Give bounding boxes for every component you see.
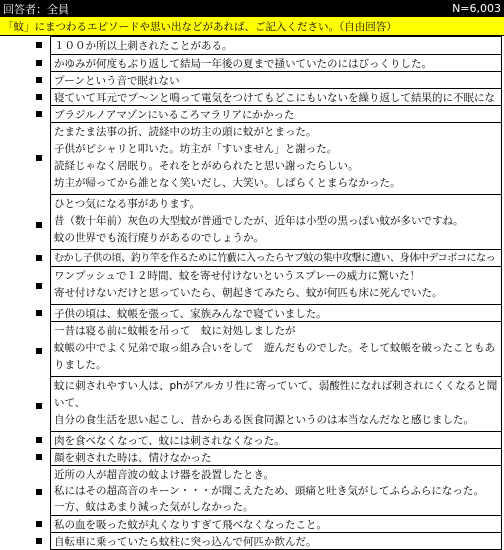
bullet-icon (36, 489, 42, 495)
bullet-icon (36, 521, 42, 527)
answer-text: １００か所以上刺されたことがある。 (50, 36, 502, 54)
list-item (0, 249, 504, 266)
answer-text: 蚊に刺されやすい人は、phがアルカリ性に寄っていて、弱酸性になれば刺されにくくなると聞いて、 自分の食生活を思い起こし、昔からある医食同源というのは本当なんだなと感じました。 (50, 376, 502, 431)
bullet-icon (36, 42, 42, 48)
bullet-icon (36, 255, 42, 261)
list-item (0, 515, 504, 532)
answer-text: 寝ていて耳元でプ～ンと鳴って電気をつけてもどこにもいないを繰り返して結果的に不眠にな (50, 88, 502, 105)
answer-text: 近所の人が超音波の蚊よけ器を設置したとき。 私にはその超高音のキーン・・・が聞こえたため、頭痛と吐き気がしてふらふらになった。 一方、蚊はあまり減った気がしなかった。 (50, 465, 502, 515)
list-item (0, 88, 504, 105)
answer-text: むかし子供の頃、釣り竿を作るために竹藪に入ったらヤブ蚊の集中攻撃に遭い、身体中デコボコになっ (50, 249, 502, 266)
answer-text: 自転車に乗っていたら蚊柱に突っ込んで何匹か飲んだ。 (50, 532, 502, 550)
answer-text: ひとつ気になる事があります。 昔（数十年前）灰色の大型蚊が普通でしたが、近年は小型の黒っぽい蚊が多いですね。 蚊の世界でも流行廃りがあるのでしょうか。 (50, 194, 502, 249)
list-item (0, 304, 504, 321)
answer-text: 肉を食べなくなって、蚊には刺されなくなった。 (50, 431, 502, 448)
list-item (0, 194, 504, 249)
list-item (0, 122, 504, 194)
list-item (0, 465, 504, 515)
answer-text: ブラジルノアマゾンにいるころマラリアにかかった (50, 105, 502, 122)
bullet-icon (36, 94, 42, 100)
answer-text: たまたま法事の折、読経中の坊主の頭に蚊がとまった。 子供がピシャリと叩いた。坊主が「すいません」と謝った。 読経じゃなく居眠り。それをとがめられたと思い謝ったらしい。 坊主が帰ってから誰となく笑いだし、大笑い。しばらくとまらなかった。 (50, 122, 502, 194)
answer-text: 私の血を吸った蚊が丸くなりすぎて飛べなくなったこと。 (50, 515, 502, 532)
bullet-icon (36, 77, 42, 83)
bullet-icon (36, 283, 42, 289)
bullet-icon (36, 310, 42, 316)
answer-text: 一昔は寝る前に蚊帳を吊って 蚊に対処しましたが 蚊帳の中でよく兄弟で取っ組み合いをして 遊んだものでした。そして蚊帳を破ったこともありました。 (50, 321, 502, 376)
bullet-icon (36, 222, 42, 228)
header-bar (0, 0, 504, 17)
answer-text: ワンプッシュで１２時間、蚊を寄せ付けないというスプレーの威力に驚いた！ 寄せ付けないだけと思っていたら、朝起きてみたら、蚊が何匹も床に死んでいた。 (50, 266, 502, 304)
answer-text: プーンという音で眠れない (50, 71, 502, 88)
list-item (0, 71, 504, 88)
list-item (0, 321, 504, 376)
list-item (0, 266, 504, 304)
sample-count: N=6,003 (452, 2, 501, 15)
bullet-icon (36, 454, 42, 460)
list-item (0, 54, 504, 71)
list-item (0, 376, 504, 431)
bullet-icon (36, 155, 42, 161)
bullet-icon (36, 111, 42, 117)
list-item (0, 448, 504, 465)
list-item (0, 36, 504, 54)
answer-text: かゆみが何度もぶり返して結局一年後の夏まで掻いていたのにはびっくりした。 (50, 54, 502, 71)
respondents-label: 回答者：全員 (3, 2, 69, 16)
bullet-icon (36, 403, 42, 409)
bullet-icon (36, 437, 42, 443)
question-text: 「蚊」にまつわるエピソードや思い出などがあれば、ご記入ください。（自由回答） (0, 17, 504, 36)
answer-text: 子供の頃は、蚊帳を張って、家族みんなで寝ていました。 (50, 304, 502, 321)
bullet-icon (36, 348, 42, 354)
bullet-icon (36, 538, 42, 544)
list-item (0, 105, 504, 122)
answer-text: 顔を刺された時は、情けなかった (50, 448, 502, 465)
bullet-icon (36, 60, 42, 66)
list-item (0, 532, 504, 550)
list-item (0, 431, 504, 448)
